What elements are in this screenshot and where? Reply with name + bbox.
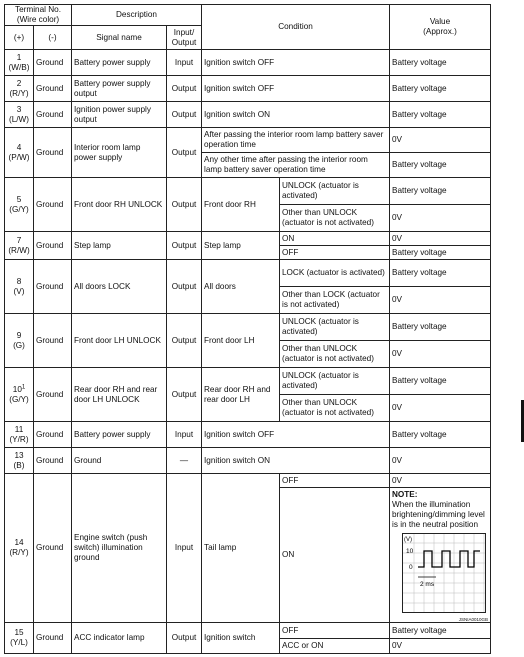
- terminal-cell: [5, 422, 34, 448]
- io-header: Input/ Output: [167, 26, 202, 50]
- value-cell: Battery voltage: [390, 314, 491, 341]
- value-cell: Battery voltage: [390, 153, 491, 178]
- ground-cell: Ground: [34, 102, 72, 128]
- signal-name-cell: Rear door RH and rear door LH UNLOCK: [72, 368, 167, 422]
- table-row: [5, 448, 491, 474]
- terminal-number-text: 15: [14, 628, 24, 637]
- wire-color: (W/B): [8, 62, 30, 72]
- value-cell: 0V: [390, 395, 491, 422]
- condition-cell: Front door RH: [202, 178, 280, 232]
- y-unit-label: (V): [404, 537, 412, 543]
- figure-code: JSNIA0010GB: [458, 617, 488, 622]
- value-cell: Battery voltage: [390, 50, 491, 76]
- terminal-number-text: 3: [16, 104, 22, 114]
- value-label: Value: [429, 17, 451, 26]
- terminal-number-text: 8: [16, 276, 22, 286]
- wire-color: (V): [13, 286, 25, 296]
- condition-cell: Step lamp: [202, 232, 280, 260]
- terminal-footnote-mark: 1: [21, 383, 26, 390]
- plus-header: (+): [5, 26, 34, 50]
- io-cell: Output: [167, 232, 202, 260]
- waveform-note-cell: [390, 488, 491, 623]
- ground-cell: Ground: [34, 474, 72, 623]
- y-tick-low: 0: [409, 564, 413, 571]
- signal-name-cell: Engine switch (push switch) illumination ground: [72, 474, 167, 623]
- condition-detail-cell: UNLOCK (actuator is activated): [280, 314, 390, 341]
- value-cell: Battery voltage: [390, 178, 491, 205]
- io-cell: Output: [167, 623, 202, 654]
- terminal-cell: [5, 314, 34, 368]
- signal-name-cell: Ignition power supply output: [72, 102, 167, 128]
- io-cell: Output: [167, 76, 202, 102]
- table-row: [5, 102, 491, 128]
- condition-cell: Ignition switch: [202, 623, 280, 654]
- y-tick-high: 10: [406, 548, 414, 555]
- condition-cell: Rear door RH and rear door LH: [202, 368, 280, 422]
- wire-color: (R/Y): [9, 548, 29, 557]
- signal-name-cell: Front door RH UNLOCK: [72, 178, 167, 232]
- io-cell: Input: [167, 50, 202, 76]
- value-cell: 0V: [390, 474, 491, 488]
- value-header: [390, 5, 491, 50]
- io-cell: Output: [167, 368, 202, 422]
- value-cell: 0V: [390, 639, 491, 654]
- terminal-number: [7, 628, 31, 638]
- terminal-number: [7, 79, 31, 89]
- table-row: [5, 178, 491, 205]
- condition-detail-cell: Any other time after passing the interior room lamp battery saver operation time: [202, 153, 390, 178]
- condition-detail-cell: OFF: [280, 246, 390, 260]
- header-row: [5, 5, 491, 26]
- value-cell: Battery voltage: [390, 368, 491, 395]
- terminal-number: [7, 236, 31, 246]
- wire-color: (R/Y): [9, 88, 29, 98]
- description-header: Description: [72, 5, 202, 26]
- condition-detail-cell: Other than LOCK (actuator is not activated): [280, 287, 390, 314]
- value-cell: Battery voltage: [390, 246, 491, 260]
- ground-cell: Ground: [34, 448, 72, 474]
- value-cell: Battery voltage: [390, 260, 491, 287]
- note-title: NOTE:: [392, 490, 418, 499]
- wire-color: (G/Y): [9, 204, 29, 214]
- value-cell: Battery voltage: [390, 102, 491, 128]
- terminal-no-label: Terminal No.: [15, 5, 61, 14]
- io-cell: Output: [167, 128, 202, 178]
- condition-cell: Tail lamp: [202, 474, 280, 623]
- terminal-number-text: 11: [14, 424, 24, 434]
- io-cell: Output: [167, 314, 202, 368]
- condition-detail-cell: Other than UNLOCK (actuator is not activated): [280, 205, 390, 232]
- value-cell: Battery voltage: [390, 76, 491, 102]
- condition-cell: Ignition switch ON: [202, 102, 390, 128]
- wire-color: (Y/R): [9, 434, 29, 444]
- condition-detail-cell: UNLOCK (actuator is activated): [280, 178, 390, 205]
- condition-cell: Ignition switch OFF: [202, 50, 390, 76]
- table-row: [5, 128, 491, 153]
- condition-detail-cell: UNLOCK (actuator is activated): [280, 368, 390, 395]
- condition-detail-cell: Other than UNLOCK (actuator is not activated): [280, 395, 390, 422]
- wire-color: (Y/L): [10, 638, 28, 647]
- note-text: When the illumination brightening/dimming level is in the neutral position: [392, 500, 485, 529]
- wire-color: (L/W): [8, 114, 29, 124]
- wire-color-label: (Wire color): [16, 15, 60, 24]
- ground-cell: Ground: [34, 232, 72, 260]
- signal-name-cell: Step lamp: [72, 232, 167, 260]
- value-cell: 0V: [390, 341, 491, 368]
- condition-cell: Ignition switch OFF: [202, 422, 390, 448]
- terminal-number: [7, 425, 31, 435]
- wire-color: (G): [13, 340, 25, 350]
- terminal-number-text: 13: [14, 450, 24, 460]
- terminal-number: [7, 451, 31, 461]
- terminal-number: [7, 143, 31, 153]
- wire-color: (B): [13, 460, 25, 470]
- condition-cell: All doors: [202, 260, 280, 314]
- table-row: [5, 232, 491, 246]
- terminal-cell: [5, 623, 34, 654]
- value-cell: Battery voltage: [390, 623, 491, 639]
- signal-name-header: Signal name: [72, 26, 167, 50]
- signal-name-cell: All doors LOCK: [72, 260, 167, 314]
- condition-detail-cell: After passing the interior room lamp battery saver operation time: [202, 128, 390, 153]
- ground-cell: Ground: [34, 422, 72, 448]
- terminal-cell: [5, 128, 34, 178]
- io-cell: Input: [167, 474, 202, 623]
- table-row: [5, 76, 491, 102]
- terminal-number: [7, 277, 31, 287]
- waveform-svg: [402, 533, 486, 613]
- value-cell: Battery voltage: [390, 422, 491, 448]
- signal-name-cell: Interior room lamp power supply: [72, 128, 167, 178]
- condition-detail-cell: OFF: [280, 623, 390, 639]
- wire-color: (G/Y): [9, 394, 29, 404]
- value-cell: 0V: [390, 448, 491, 474]
- ground-cell: Ground: [34, 128, 72, 178]
- terminal-number: [7, 195, 31, 205]
- terminal-number: [7, 538, 31, 548]
- condition-cell: Front door LH: [202, 314, 280, 368]
- ground-cell: Ground: [34, 623, 72, 654]
- terminal-cell: [5, 50, 34, 76]
- condition-detail-cell: ON: [280, 232, 390, 246]
- value-cell: 0V: [390, 205, 491, 232]
- terminal-number-text: 4: [16, 142, 22, 152]
- condition-cell: Ignition switch OFF: [202, 76, 390, 102]
- condition-cell: Ignition switch ON: [202, 448, 390, 474]
- io-cell: Output: [167, 102, 202, 128]
- wire-color: (P/W): [8, 152, 30, 162]
- terminal-cell: [5, 368, 34, 422]
- ground-cell: Ground: [34, 314, 72, 368]
- signal-name-cell: ACC indicator lamp: [72, 623, 167, 654]
- terminal-table: [4, 4, 491, 654]
- signal-name-cell: Battery power supply: [72, 50, 167, 76]
- terminal-cell: [5, 178, 34, 232]
- table-row: [5, 474, 491, 488]
- terminal-number-text: 2: [16, 78, 22, 88]
- condition-detail-cell: Other than UNLOCK (actuator is not activated): [280, 341, 390, 368]
- terminal-number-text: 1: [16, 52, 22, 62]
- terminal-cell: [5, 448, 34, 474]
- io-cell: Input: [167, 422, 202, 448]
- terminal-number-text: 5: [16, 194, 22, 204]
- terminal-no-header: [5, 5, 72, 26]
- terminal-number: [7, 385, 31, 395]
- approx-label: (Approx.): [423, 27, 457, 36]
- waveform-figure: [402, 533, 488, 616]
- terminal-number-text: 9: [16, 330, 22, 340]
- minus-header: (-): [34, 26, 72, 50]
- terminal-number-text: 14: [14, 538, 24, 547]
- table-row: [5, 623, 491, 639]
- io-cell: Output: [167, 178, 202, 232]
- period-label: 2 ms: [420, 581, 435, 588]
- signal-name-cell: Battery power supply output: [72, 76, 167, 102]
- table-row: [5, 422, 491, 448]
- table-row: [5, 50, 491, 76]
- wire-color: (R/W): [8, 245, 30, 255]
- terminal-cell: [5, 232, 34, 260]
- table-row: [5, 368, 491, 395]
- signal-name-cell: Front door LH UNLOCK: [72, 314, 167, 368]
- table-row: [5, 314, 491, 341]
- condition-detail-cell: LOCK (actuator is activated): [280, 260, 390, 287]
- signal-name-cell: Ground: [72, 448, 167, 474]
- value-cell: 0V: [390, 128, 491, 153]
- terminal-cell: [5, 260, 34, 314]
- ground-cell: Ground: [34, 76, 72, 102]
- terminal-number-text: 10: [12, 384, 22, 394]
- condition-header: Condition: [202, 5, 390, 50]
- io-cell: —: [167, 448, 202, 474]
- value-cell: 0V: [390, 287, 491, 314]
- ground-cell: Ground: [34, 50, 72, 76]
- terminal-number: [7, 331, 31, 341]
- condition-detail-cell: ACC or ON: [280, 639, 390, 654]
- condition-detail-cell: OFF: [280, 474, 390, 488]
- io-cell: Output: [167, 260, 202, 314]
- terminal-number-text: 7: [16, 235, 22, 245]
- value-cell: 0V: [390, 232, 491, 246]
- terminal-number: [7, 53, 31, 63]
- signal-name-cell: Battery power supply: [72, 422, 167, 448]
- ground-cell: Ground: [34, 260, 72, 314]
- terminal-number: [7, 105, 31, 115]
- terminal-cell: [5, 474, 34, 623]
- terminal-cell: [5, 102, 34, 128]
- ground-cell: Ground: [34, 178, 72, 232]
- terminal-spec-sheet: [4, 4, 491, 654]
- ground-cell: Ground: [34, 368, 72, 422]
- condition-detail-cell: ON: [280, 488, 390, 623]
- table-row: [5, 260, 491, 287]
- terminal-cell: [5, 76, 34, 102]
